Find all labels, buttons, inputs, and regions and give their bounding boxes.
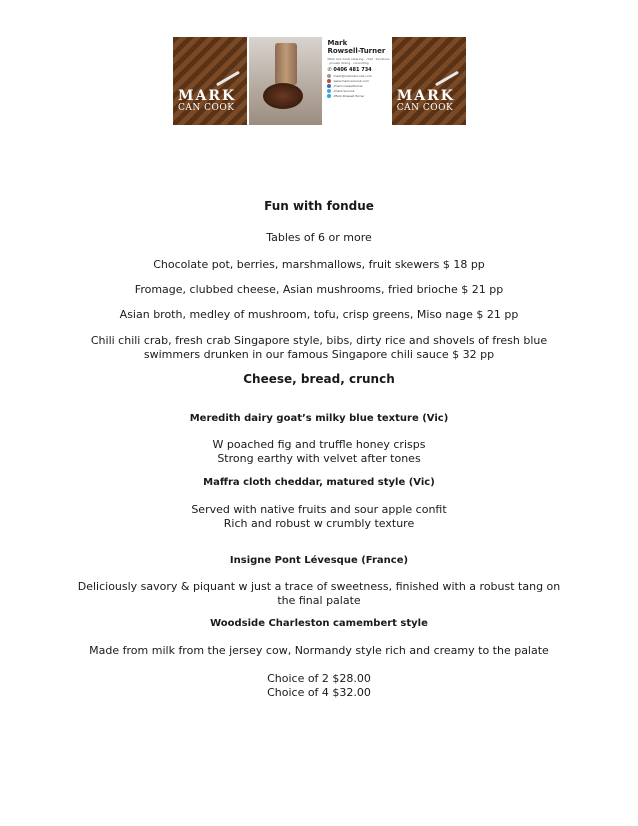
fondue-subtitle: Tables of 6 or more <box>266 231 372 244</box>
logo-panel-left <box>173 37 247 125</box>
logo-panel-right <box>392 37 466 125</box>
card-website[interactable]: www.markcancook.com <box>327 78 389 83</box>
cheese-desc: Deliciously savory & piquant w just a trace of sweetness, finished with a robust tang on <box>77 580 561 593</box>
logo-big-text: MARK <box>178 88 237 104</box>
cheese-title: Cheese, bread, crunch <box>243 372 395 386</box>
fondue-item: Asian broth, medley of mushroom, tofu, crisp greens, Miso nage $ 21 pp <box>119 308 519 321</box>
logo-big-text: MARK <box>396 88 455 104</box>
card-phone: ✆ 0406 481 734 <box>327 67 372 73</box>
card-name-line1: Mark <box>327 39 348 47</box>
card-email[interactable]: mark@markcancook.com <box>327 73 389 78</box>
price-line: Choice of 4 $32.00 <box>267 686 371 699</box>
card-facebook[interactable]: /mark.rowsellturner <box>327 83 389 88</box>
card-skype[interactable]: /Mark.Rowsell.Turner <box>327 93 389 98</box>
business-card <box>324 37 389 125</box>
facebook-icon <box>327 84 331 88</box>
logo <box>397 89 455 113</box>
logo-small-text: CAN COOK <box>178 103 235 113</box>
logo-small-text: CAN COOK <box>396 103 454 113</box>
fondue-item: Chili chili crab, fresh crab Singapore style, bibs, dirty rice and shovels of fresh blue <box>90 334 548 347</box>
fondue-item: Chocolate pot, berries, marshmallows, fruit skewers $ 18 pp <box>153 258 485 271</box>
cheese-name: Woodside Charleston camembert style <box>210 618 428 629</box>
email-icon <box>327 74 331 78</box>
twitter-icon <box>327 89 331 93</box>
cheese-desc: Served with native fruits and sour apple confit <box>191 503 447 516</box>
knife-icon <box>216 71 240 87</box>
globe-icon <box>327 79 331 83</box>
skype-icon <box>327 94 331 98</box>
fondue-item: swimmers drunken in our famous Singapore chili sauce $ 32 pp <box>143 348 495 361</box>
card-name-line2: Rowsell-Turner <box>327 47 386 55</box>
fondue-item: Fromage, clubbed cheese, Asian mushrooms, fried brioche $ 21 pp <box>134 283 504 296</box>
fondue-title: Fun with fondue <box>264 199 374 213</box>
knife-icon <box>435 71 459 87</box>
cheese-name: Meredith dairy goat’s milky blue texture (Vic) <box>189 413 449 424</box>
food-photo <box>249 37 322 125</box>
card-description: Mark Can Cook catering · chef · functions · private dining · consulting <box>327 57 390 65</box>
card-twitter[interactable]: /markcancook <box>327 88 389 93</box>
cheese-name: Insigne Pont Lévesque (France) <box>229 555 409 566</box>
cheese-desc: Rich and robust w crumbly texture <box>223 517 415 530</box>
cheese-desc: the final palate <box>277 594 361 607</box>
cheese-desc: Strong earthy with velvet after tones <box>217 452 421 465</box>
cheese-name: Maffra cloth cheddar, matured style (Vic) <box>203 477 435 488</box>
header-banner <box>173 37 466 125</box>
cheese-desc: Made from milk from the jersey cow, Normandy style rich and creamy to the palate <box>89 644 549 657</box>
price-line: Choice of 2 $28.00 <box>267 672 371 685</box>
logo <box>178 89 236 113</box>
cheese-desc: W poached fig and truffle honey crisps <box>212 438 426 451</box>
